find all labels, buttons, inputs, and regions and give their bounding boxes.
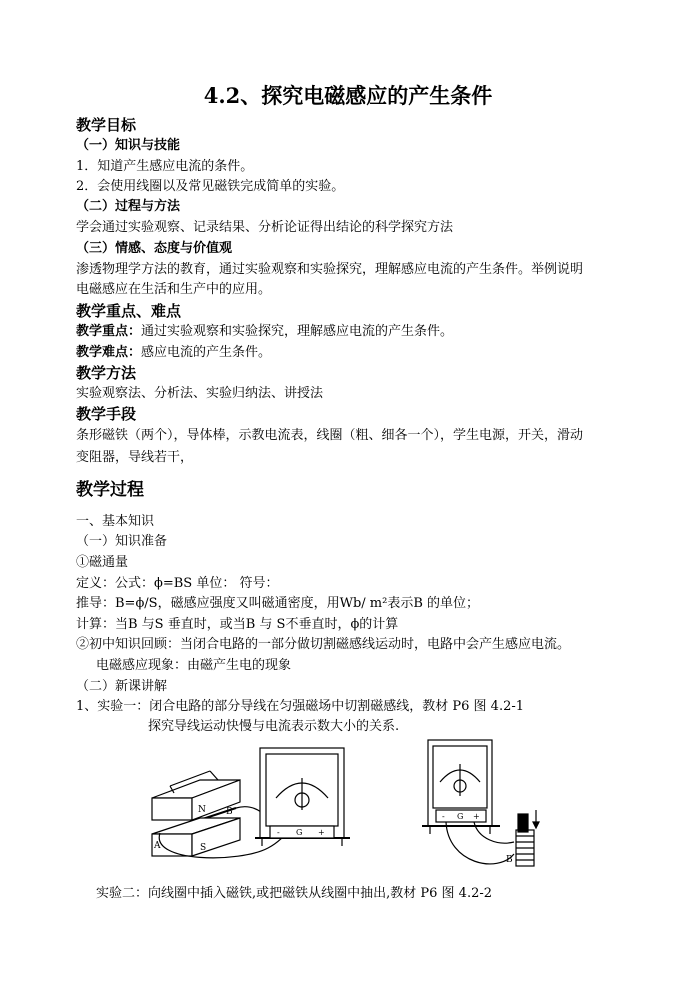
inserted-magnet (518, 814, 528, 832)
fig2-label-plus: + (473, 812, 480, 821)
difficulty-label: 教学难点： (76, 345, 142, 360)
flux-derivation: 推导：B=ϕ/S，磁感应强度又叫磁通密度，用Wb/ m²表示B 的单位； (76, 596, 480, 611)
process-method-heading: （二）过程与方法 (76, 199, 181, 214)
knowledge-item-2: 2．会使用线圈以及常见磁铁完成简单的实验。 (76, 179, 345, 194)
fig2-label-g: G (457, 812, 464, 821)
process-heading: 教学过程 (76, 480, 144, 500)
page-title: 4.2、探究电磁感应的产生条件 (203, 83, 493, 108)
emotion-text-line-2: 电磁感应在生活和生产中的应用。 (76, 282, 272, 297)
coil (506, 810, 539, 866)
emotion-heading: （三）情感、态度与价值观 (76, 241, 233, 256)
tools-text-line-1: 条形磁铁（两个），导体棒，示教电流表，线圈（粗、细各一个），学生电源，开关，滑动 (76, 428, 584, 443)
tools-text-line-2: 变阻器，导线若干， (76, 450, 194, 465)
difficulty-line (76, 344, 271, 362)
label-s: S (200, 843, 207, 853)
fig2-label-minus: - (442, 812, 445, 821)
flux-calculation: 计算：当B 与S 垂直时，或当B 与 S不垂直时，ϕ的计算 (76, 617, 399, 632)
label-b: B (226, 807, 233, 817)
difficulty-text: 感应电流的产生条件。 (141, 345, 272, 360)
new-lesson-heading: （二）新课讲解 (76, 679, 168, 694)
methods-text: 实验观察法、分析法、实验归纳法、讲授法 (76, 386, 324, 401)
bottom-magnet (152, 818, 240, 856)
phenomenon-text: 电磁感应现象：由磁产生电的现象 (96, 658, 292, 673)
focus-line (76, 323, 453, 341)
tools-heading: 教学手段 (76, 405, 137, 423)
prep-heading: （一）知识准备 (76, 534, 168, 549)
figure-4-2-1 (140, 738, 355, 863)
emotion-text-line-1: 渗透物理学方法的教育，通过实验观察和实验探究，理解感应电流的产生条件。举例说明 (76, 262, 584, 277)
methods-heading: 教学方法 (76, 364, 137, 382)
key-points-heading: 教学重点、难点 (76, 302, 182, 320)
focus-label: 教学重点： (76, 324, 142, 339)
figure-4-2-2 (418, 734, 558, 874)
label-g: G (296, 828, 303, 837)
knowledge-item-1: 1．知道产生感应电流的条件。 (76, 159, 254, 174)
process-method-text: 学会通过实验观察、记录结果、分析论证得出结论的科学探究方法 (76, 220, 454, 235)
review-text: ②初中知识回顾：当闭合电路的一部分做切割磁感线运动时，电路中会产生感应电流。 (76, 637, 571, 652)
flux-definition: 定义：公式：ϕ=BS 单位： 符号： (76, 576, 279, 591)
experiment2-text: 实验二：向线圈中插入磁铁,或把磁铁从线圈中抽出,教材 P6 图 4.2-2 (96, 886, 493, 901)
galvanometer-2 (422, 740, 500, 834)
objectives-heading: 教学目标 (76, 116, 137, 134)
knowledge-heading: （一）知识与技能 (76, 138, 181, 153)
experiment1-line-2: 探究导线运动快慢与电流表示数大小的关系. (148, 719, 400, 734)
focus-text: 通过实验观察和实验探究，理解感应电流的产生条件。 (141, 324, 454, 339)
label-plus: + (318, 828, 325, 837)
label-a: A (154, 841, 161, 851)
label-n: N (198, 805, 206, 815)
label-minus: - (277, 828, 280, 837)
flux-heading: ①磁通量 (76, 555, 129, 570)
experiment1-line-1: 1、实验一：闭合电路的部分导线在匀强磁场中切割磁感线，教材 P6 图 4.2-1 (76, 699, 525, 714)
fig2-label-b: B (506, 855, 513, 865)
part1-heading: 一、基本知识 (76, 514, 155, 529)
galvanometer (255, 748, 350, 846)
